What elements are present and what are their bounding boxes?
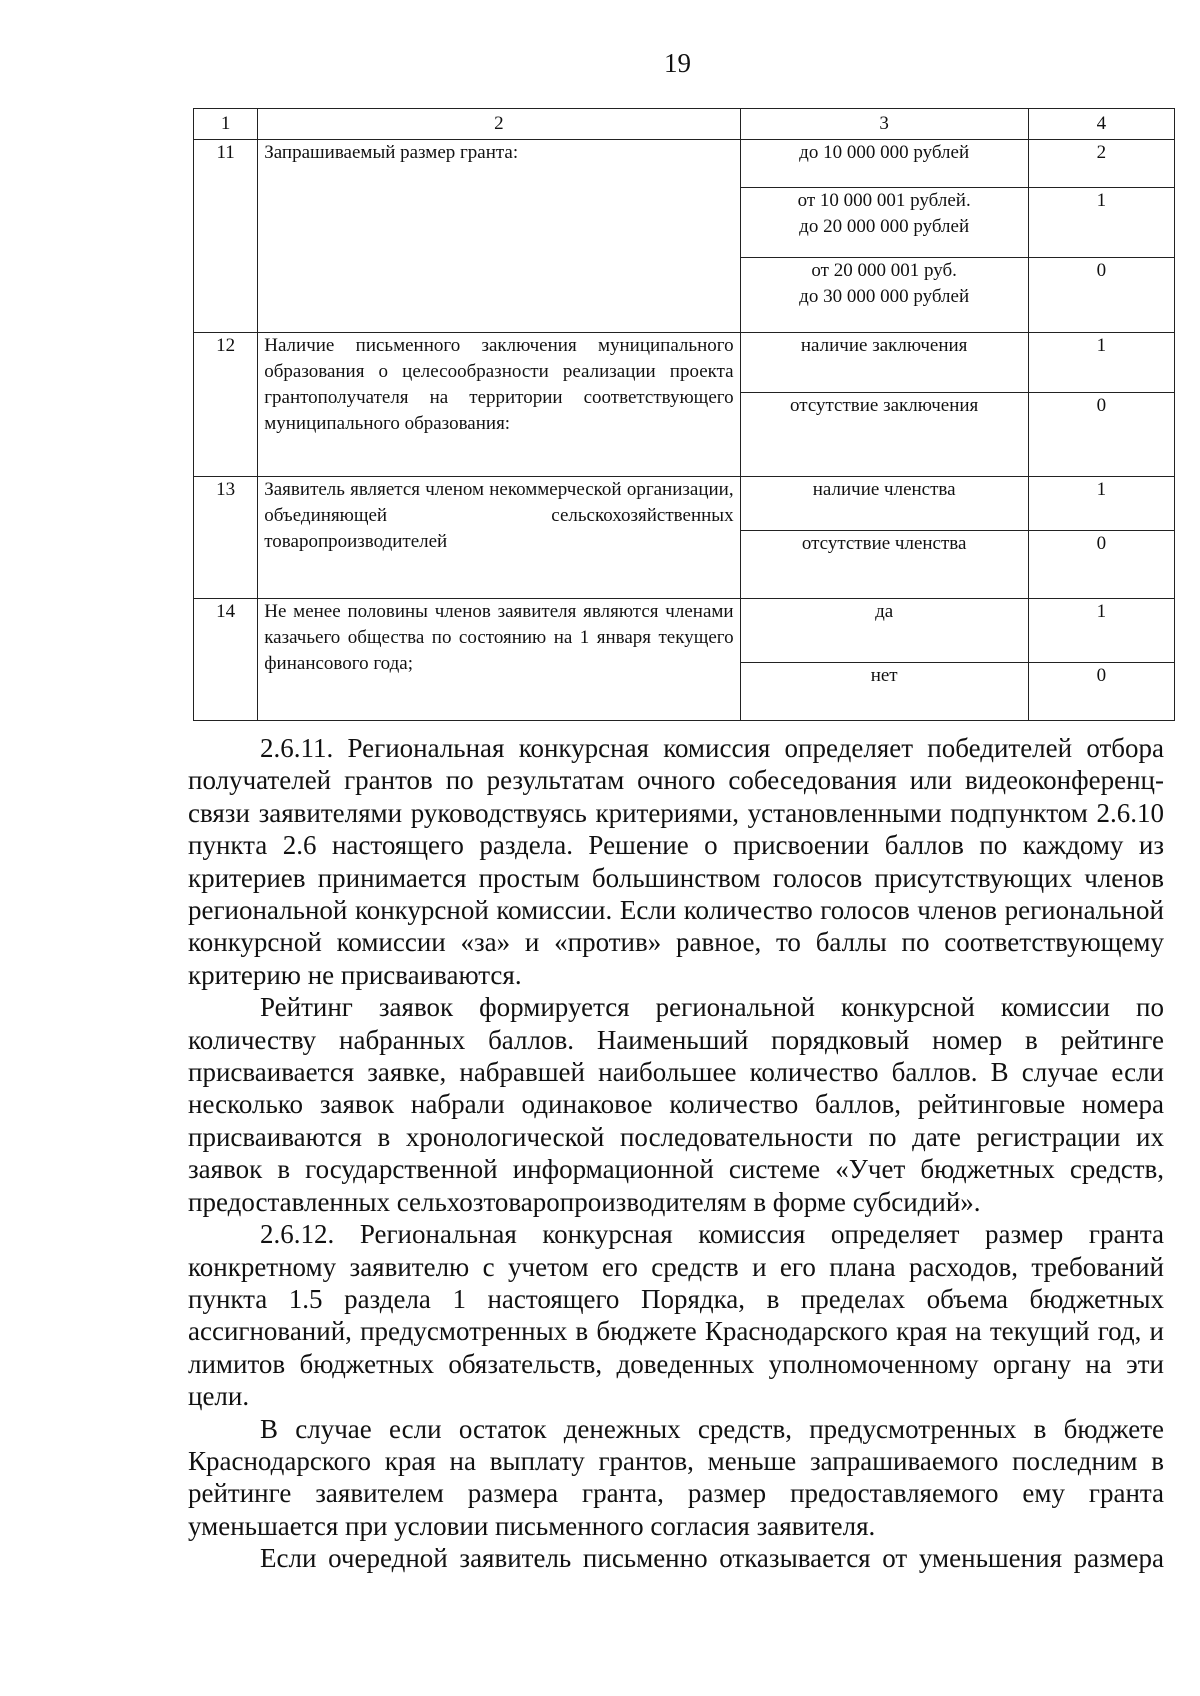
- option-points: 1: [1028, 188, 1174, 258]
- option-points: 0: [1028, 663, 1174, 721]
- table-row: [194, 599, 1175, 663]
- row-number: 14: [194, 599, 258, 721]
- option-label: отсутствие заключения: [740, 393, 1028, 477]
- paragraph-2-6-11: 2.6.11. Региональная конкурсная комиссия определяет победителей отбора получателей грантов по результатам очного собеседования или видеоконференц-связи заявителями руководствуясь критериями, установленными подпунктом 2.6.10 пункта 2.6 настоящего раздела. Решение о присвоении баллов по каждому из критериев принимается простым большинством голосов присутствующих членов региональной конкурсной комиссии. Если количество голосов членов региональной конкурсной комиссии «за» и «против» равное, то баллы по соответствующему критерию не присваиваются.: [188, 733, 1164, 990]
- option-points: 1: [1028, 599, 1174, 663]
- option-points: 0: [1028, 393, 1174, 477]
- option-points: 0: [1028, 258, 1174, 333]
- option-label: наличие членства: [740, 477, 1028, 531]
- option-label: наличие заключения: [740, 333, 1028, 393]
- row-number: 12: [194, 333, 258, 477]
- paragraph-2-6-12: 2.6.12. Региональная конкурсная комиссия определяет размер гранта конкретному заявителю с учетом его средств и его плана расходов, требований пункта 1.5 раздела 1 настоящего Порядка, в пределах объема бюджетных ассигнований, предусмотренных в бюджете Краснодарского края на текущий год, и лимитов бюджетных обязательств, доведенных уполномоченному органу на эти цели.: [188, 1219, 1164, 1412]
- option-label: да: [740, 599, 1028, 663]
- criterion-text: Заявитель является членом некоммерческой организации, объединяющей сельскохозяйственных товаропроизводителей: [258, 477, 740, 599]
- table-row: [194, 140, 1175, 188]
- option-label: до 10 000 000 рублей: [740, 140, 1028, 188]
- table-header-row: [194, 109, 1175, 140]
- paragraph-rating: Рейтинг заявок формируется региональной конкурсной комиссии по количеству набранных баллов. Наименьший порядковый номер в рейтинге присваивается заявке, набравшей наибольшее количество баллов. В случае если несколько заявок набрали одинаковое количество баллов, рейтинговые номера присваиваются в хронологической последовательности по дате регистрации их заявок в государственной информационной системе «Учет бюджетных средств, предоставленных сельхозтоваропроизводителям в форме субсидий».: [188, 992, 1164, 1217]
- page-number: 19: [664, 48, 691, 78]
- option-label: от 20 000 001 руб. до 30 000 000 рублей: [740, 258, 1028, 333]
- option-points: 0: [1028, 531, 1174, 599]
- body-text: [188, 732, 1164, 1575]
- header-col-4: 4: [1028, 109, 1174, 140]
- paragraph-refusal: Если очередной заявитель письменно отказывается от уменьшения размера: [260, 1543, 1164, 1574]
- header-col-2: 2: [258, 109, 740, 140]
- criterion-text: Не менее половины членов заявителя являются членами казачьего общества по состоянию на 1 января текущего финансового года;: [258, 599, 740, 721]
- row-number: 11: [194, 140, 258, 333]
- criterion-text: Наличие письменного заключения муниципального образования о целесообразности реализации проекта грантополучателя на территории соответствующего муниципального образования:: [258, 333, 740, 477]
- option-points: 1: [1028, 333, 1174, 393]
- header-col-1: 1: [194, 109, 258, 140]
- table-row: [194, 333, 1175, 393]
- table-row: [194, 477, 1175, 531]
- option-label: от 10 000 001 рублей. до 20 000 000 рублей: [740, 188, 1028, 258]
- header-col-3: 3: [740, 109, 1028, 140]
- option-label: отсутствие членства: [740, 531, 1028, 599]
- option-points: 1: [1028, 477, 1174, 531]
- row-number: 13: [194, 477, 258, 599]
- paragraph-remainder: В случае если остаток денежных средств, предусмотренных в бюджете Краснодарского края на выплату грантов, меньше запрашиваемого последним в рейтинге заявителем размера гранта, размер предоставляемого ему гранта уменьшается при условии письменного согласия заявителя.: [188, 1413, 1164, 1541]
- option-points: 2: [1028, 140, 1174, 188]
- criteria-table: [193, 108, 1175, 721]
- option-label: нет: [740, 663, 1028, 721]
- criterion-text: Запрашиваемый размер гранта:: [258, 140, 740, 333]
